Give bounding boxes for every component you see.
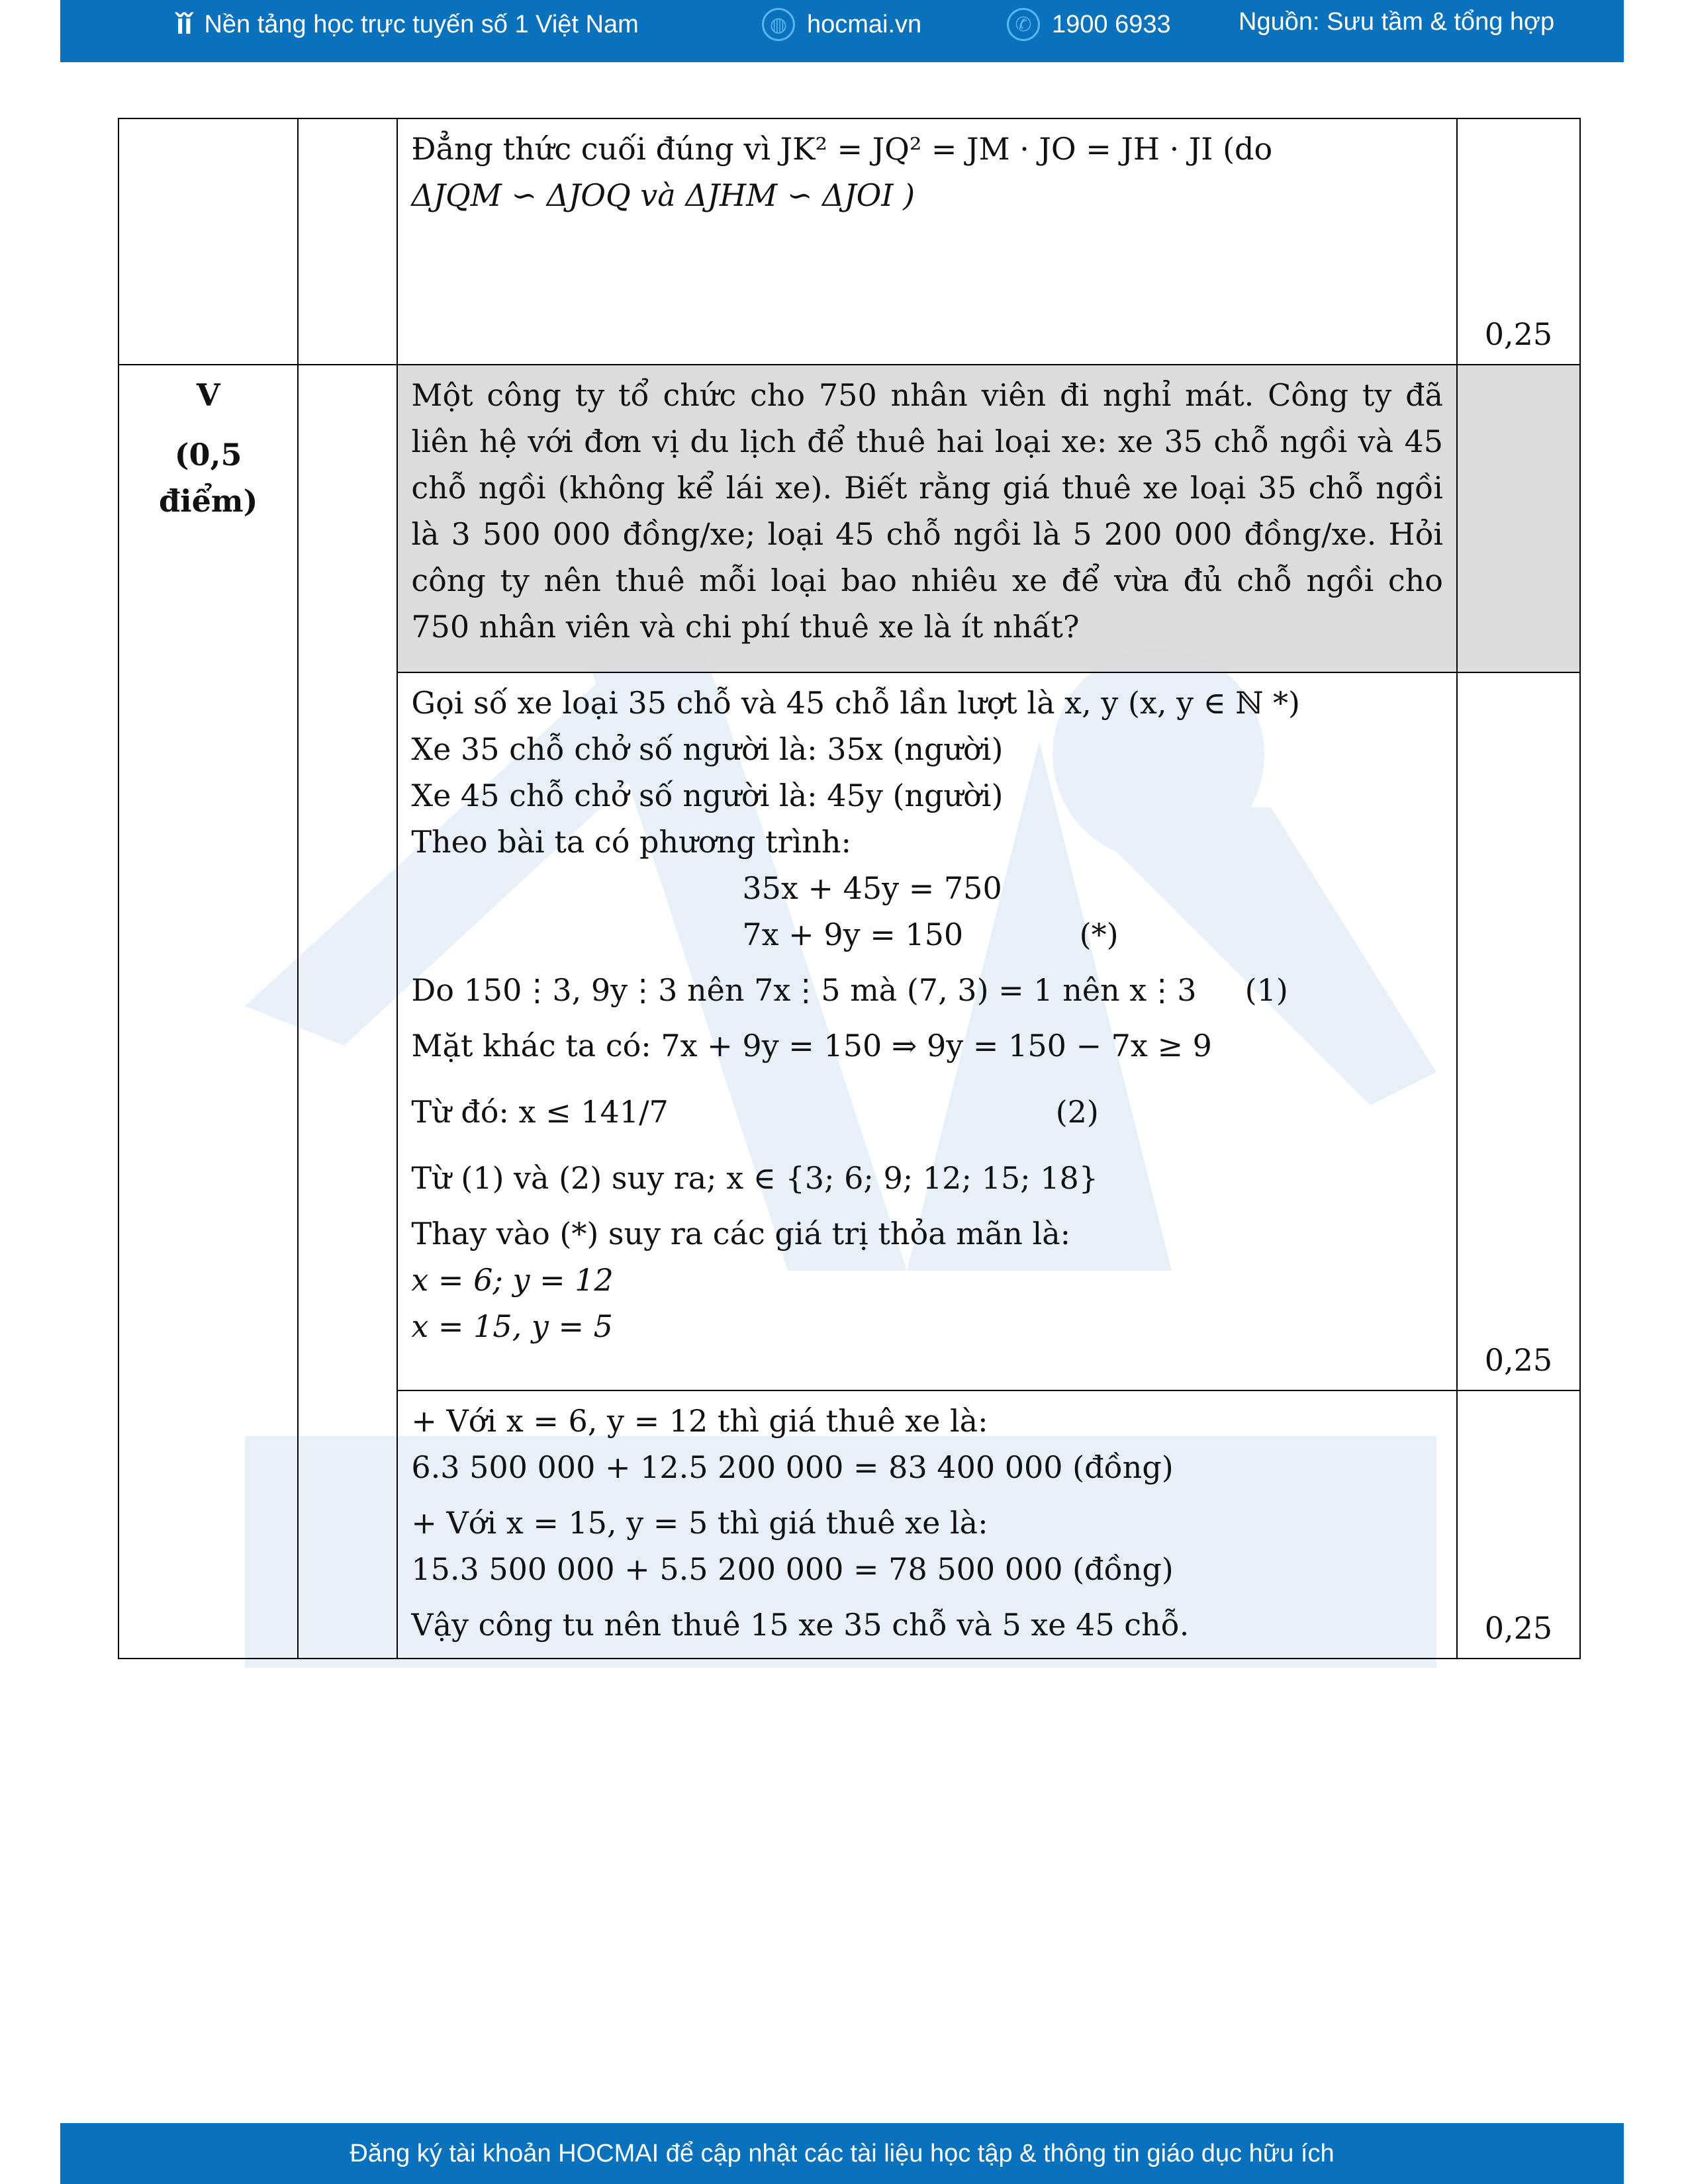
content-line: Từ đó: x ≤ 141/7 (2) bbox=[411, 1094, 1099, 1130]
sub-cell bbox=[298, 118, 397, 365]
content-line: Đẳng thức cuối đúng vì JK² = JQ² = JM · JO = JH · JI (do bbox=[411, 131, 1273, 167]
content-line: 15.3 500 000 + 5.5 200 000 = 78 500 000 (đồng) bbox=[411, 1551, 1174, 1587]
content-line: ΔJQM ∽ ΔJOQ và ΔJHM ∽ ΔJOI ) bbox=[411, 177, 915, 213]
phone-link[interactable] bbox=[1007, 8, 1171, 41]
content-line: Vậy công tu nên thuê 15 xe 35 chỗ và 5 xe 45 chỗ. bbox=[411, 1607, 1190, 1643]
table-row bbox=[118, 365, 1580, 672]
content-line: Từ (1) và (2) suy ra; x ∈ {3; 6; 9; 12; 15; 18} bbox=[411, 1160, 1099, 1196]
logo bbox=[176, 8, 639, 41]
website-link[interactable] bbox=[762, 8, 921, 41]
score: 0,25 bbox=[1457, 672, 1580, 1390]
equation: 35x + 45y = 750 bbox=[742, 870, 1002, 906]
logo-icon: ǐǐ bbox=[176, 8, 193, 40]
content-cell bbox=[397, 672, 1457, 1390]
footer-bar bbox=[60, 2123, 1624, 2184]
header-bar bbox=[60, 0, 1624, 62]
phone-icon: ✆ bbox=[1007, 8, 1040, 41]
section-points: (0,5 điểm) bbox=[159, 437, 258, 519]
content-line: Xe 35 chỗ chở số người là: 35x (người) bbox=[411, 731, 1004, 767]
content-line: + Với x = 15, y = 5 thì giá thuê xe là: bbox=[411, 1505, 988, 1541]
question-text: Một công ty tổ chức cho 750 nhân viên đi nghỉ mát. Công ty đã liên hệ với đơn vị du lịch để thuê hai loại xe: xe 35 chỗ ngồi và 45 chỗ ngồi (không kể lái xe). Biết rằng giá thuê xe loại 35 chỗ ngồi là 3 500 000 đồng/xe; loại 45 chỗ ngồi là 5 200 000 đồng/xe. Hỏi công ty nên thuê mỗi loại bao nhiêu xe để vừa đủ chỗ ngồi cho 750 nhân viên và chi phí thuê xe là ít nhất? bbox=[397, 365, 1457, 672]
sub-cell bbox=[298, 365, 397, 1659]
website-text: hocmai.vn bbox=[807, 10, 922, 38]
source-text bbox=[1239, 8, 1554, 36]
footer-text: Đăng ký tài khoản HOCMAI để cập nhật các tài liệu học tập & thông tin giáo dục hữu ích bbox=[350, 2139, 1335, 2167]
table-row bbox=[118, 118, 1580, 365]
content-line: Thay vào (*) suy ra các giá trị thỏa mãn là: bbox=[411, 1216, 1071, 1251]
answer-table bbox=[118, 118, 1581, 1659]
content-line: Xe 45 chỗ chở số người là: 45y (người) bbox=[411, 778, 1004, 813]
section-cell bbox=[118, 118, 298, 365]
content-line: x = 6; y = 12 bbox=[411, 1262, 614, 1298]
content-cell bbox=[397, 1390, 1457, 1659]
score: 0,25 bbox=[1457, 1390, 1580, 1659]
content-line: Do 150⋮3, 9y⋮3 nên 7x⋮5 mà (7, 3) = 1 nên x⋮3 (1) bbox=[411, 972, 1288, 1008]
globe-icon: ◍ bbox=[762, 8, 795, 41]
phone-text: 1900 6933 bbox=[1052, 10, 1171, 38]
content-line: Theo bài ta có phương trình: bbox=[411, 824, 852, 860]
score: 0,25 bbox=[1457, 118, 1580, 365]
equation: 7x + 9y = 150 (*) bbox=[742, 917, 1119, 952]
content-line: Gọi số xe loại 35 chỗ và 45 chỗ lần lượt là x, y (x, y ∈ ℕ *) bbox=[411, 685, 1300, 721]
content-line: Mặt khác ta có: 7x + 9y = 150 ⇒ 9y = 150 − 7x ≥ 9 bbox=[411, 1028, 1212, 1064]
slogan: Nền tảng học trực tuyến số 1 Việt Nam bbox=[204, 10, 639, 38]
content-line: + Với x = 6, y = 12 thì giá thuê xe là: bbox=[411, 1403, 988, 1439]
content-line: x = 15, y = 5 bbox=[411, 1308, 613, 1344]
section-number: V bbox=[196, 377, 220, 413]
content-cell bbox=[397, 118, 1457, 365]
score bbox=[1457, 365, 1580, 672]
content-line: 6.3 500 000 + 12.5 200 000 = 83 400 000 (đồng) bbox=[411, 1449, 1174, 1485]
source-label: Nguồn: Sưu tầm & tổng hợp bbox=[1239, 8, 1555, 36]
section-cell bbox=[118, 365, 298, 1659]
